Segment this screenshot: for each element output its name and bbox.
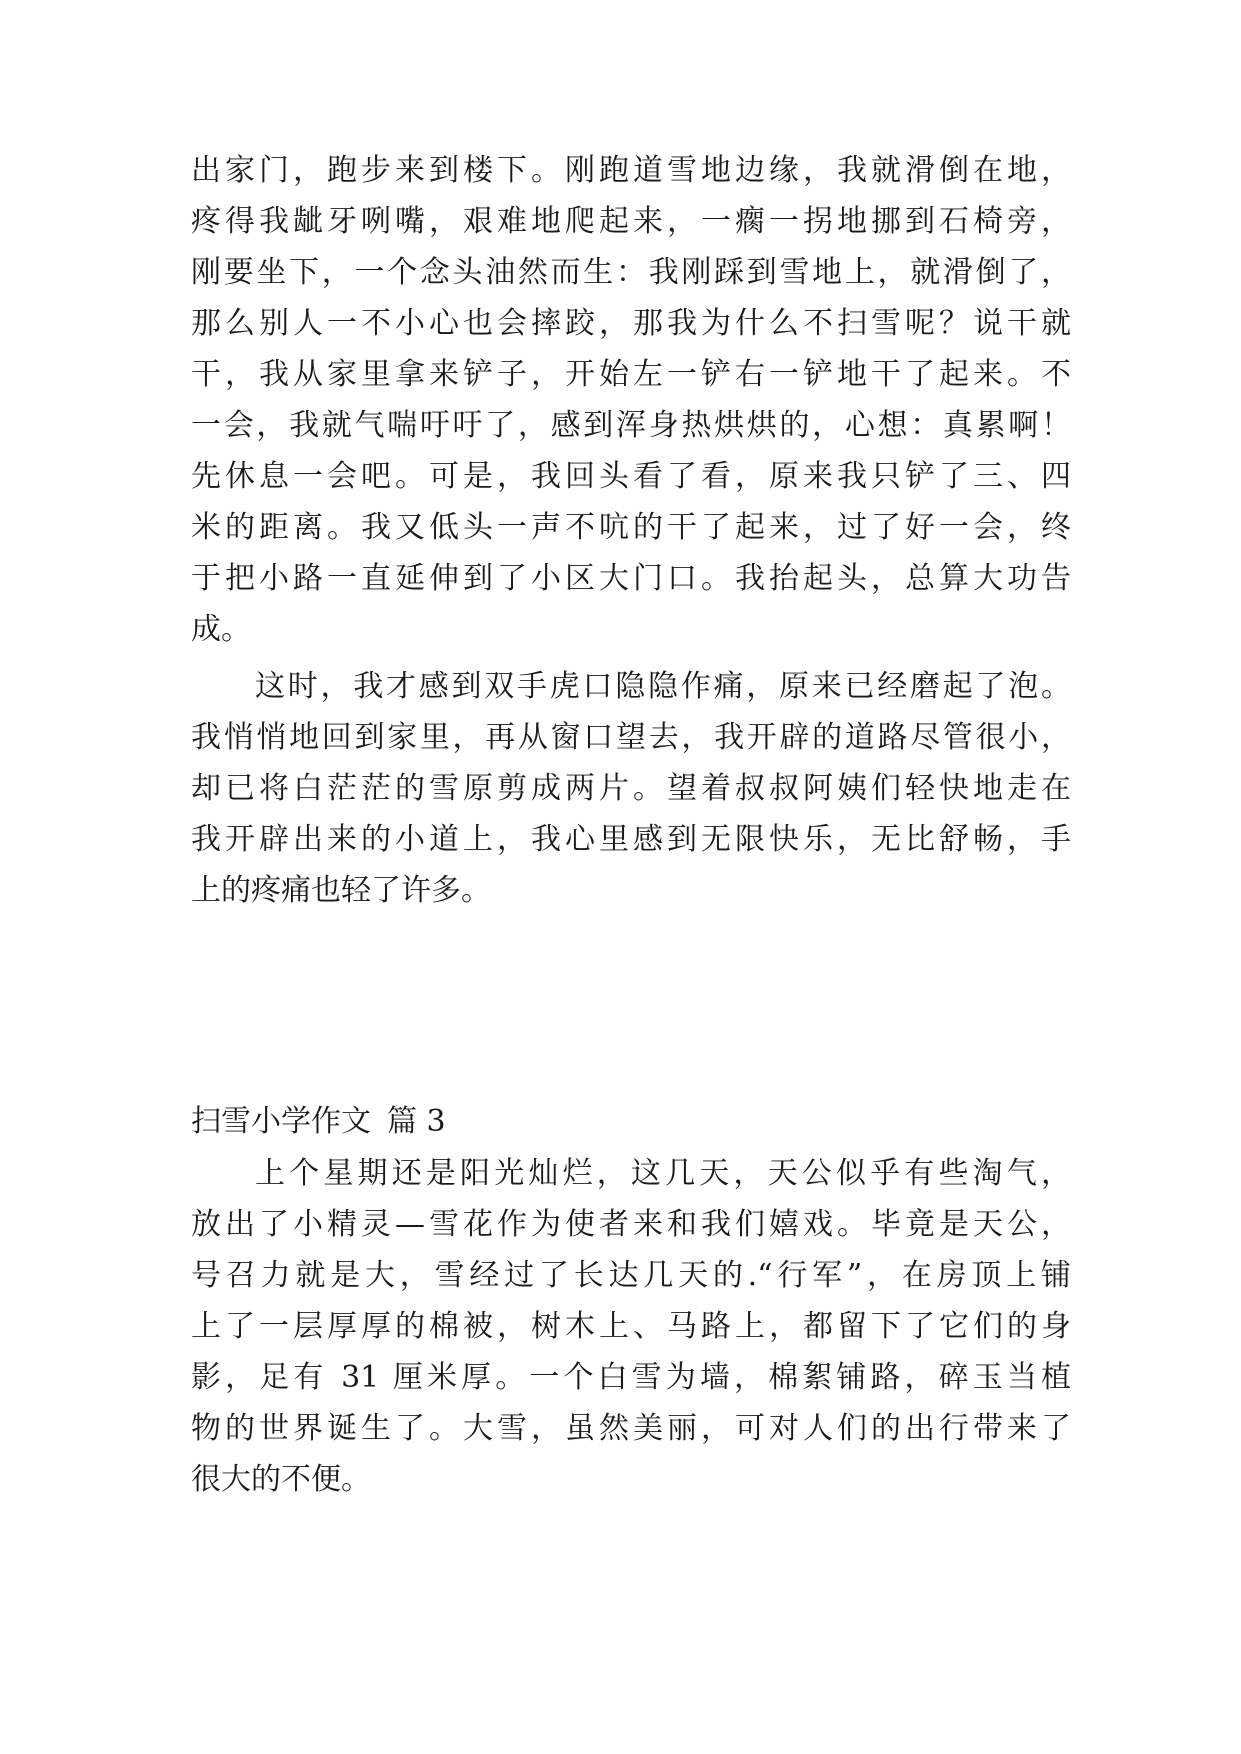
paragraph-line: 上个星期还是阳光灿烂，这几天，天公似乎有些淘气， xyxy=(255,1156,1071,1191)
section-heading xyxy=(191,1092,446,1152)
section-number: 篇 3 xyxy=(387,1104,446,1139)
paragraph-line: 成。 xyxy=(191,612,251,647)
paragraph-line: 先休息一会吧。可是，我回头看了看，原来我只铲了三、四 xyxy=(191,459,1071,494)
paragraph-line: 影，足有 31 厘米厚。一个白雪为墙，棉絮铺路，碎玉当植 xyxy=(191,1360,1071,1395)
paragraph-line: 这时，我才感到双手虎口隐隐作痛，原来已经磨起了泡。 xyxy=(255,669,1071,704)
paragraph-line: 我悄悄地回到家里，再从窗口望去，我开辟的道路尽管很小， xyxy=(191,720,1071,755)
paragraph-line: 那么别人一不小心也会摔跤，那我为什么不扫雪呢？说干就 xyxy=(191,306,1071,341)
paragraph-line: 号召力就是大，雪经过了长达几天的.“行军”，在房顶上铺 xyxy=(191,1258,1071,1293)
paragraph-line: 上了一层厚厚的棉被，树木上、马路上，都留下了它们的身 xyxy=(191,1309,1071,1344)
paragraph-line: 疼得我龇牙咧嘴，艰难地爬起来，一瘸一拐地挪到石椅旁， xyxy=(191,204,1071,239)
paragraph-line: 干，我从家里拿来铲子，开始左一铲右一铲地干了起来。不 xyxy=(191,357,1071,392)
paragraph-line: 却已将白茫茫的雪原剪成两片。望着叔叔阿姨们轻快地走在 xyxy=(191,771,1071,806)
paragraph-line: 放出了小精灵—雪花作为使者来和我们嬉戏。毕竟是天公， xyxy=(191,1207,1071,1242)
section-title: 扫雪小学作文 xyxy=(191,1104,371,1139)
paragraph-line: 一会，我就气喘吁吁了，感到浑身热烘烘的，心想：真累啊！ xyxy=(191,408,1071,443)
paragraph-line: 我开辟出来的小道上，我心里感到无限快乐，无比舒畅，手 xyxy=(191,822,1071,857)
paragraph-line: 很大的不便。 xyxy=(191,1462,371,1497)
paragraph-line: 物的世界诞生了。大雪，虽然美丽，可对人们的出行带来了 xyxy=(191,1411,1071,1446)
paragraph-line: 刚要坐下，一个念头油然而生：我刚踩到雪地上，就滑倒了， xyxy=(191,255,1071,290)
paragraph-line: 出家门，跑步来到楼下。刚跑道雪地边缘，我就滑倒在地， xyxy=(191,153,1071,188)
paragraph-line: 于把小路一直延伸到了小区大门口。我抬起头，总算大功告 xyxy=(191,561,1071,596)
paragraph-line: 上的疼痛也轻了许多。 xyxy=(191,873,491,908)
paragraph-line: 米的距离。我又低头一声不吭的干了起来，过了好一会，终 xyxy=(191,510,1071,545)
